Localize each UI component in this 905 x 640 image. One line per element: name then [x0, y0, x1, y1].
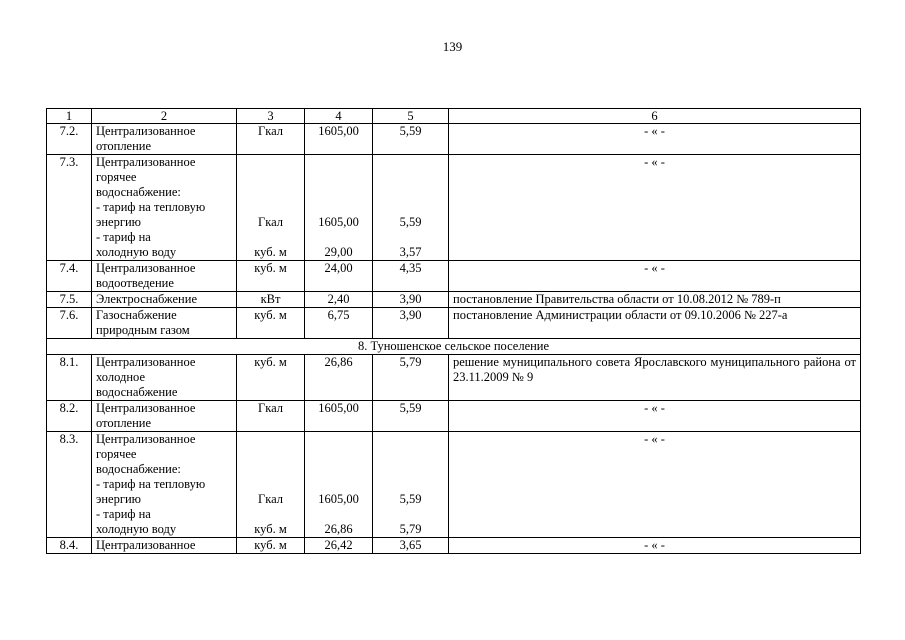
value-col5 [373, 308, 449, 339]
value-col4 [305, 432, 373, 538]
service-name-line: Централизованное [96, 124, 196, 138]
value-col5-line: 5,79 [399, 355, 422, 369]
value-col4-line: 1605,00 [318, 401, 359, 415]
unit-cell-line: куб. м [254, 245, 287, 259]
value-col5-line: 5,59 [399, 492, 422, 506]
value-col4-line: 1605,00 [318, 124, 359, 138]
unit-cell-line [241, 155, 300, 170]
section-title: 8. Туношенское сельское поселение [47, 339, 861, 355]
row-number: 8.2. [47, 401, 92, 432]
unit-cell [237, 538, 305, 554]
service-name-line: водоснабжение: [96, 462, 181, 476]
value-col5-line: 3,90 [399, 292, 422, 306]
service-name [92, 432, 237, 538]
value-col4-line [309, 432, 368, 447]
row-number: 7.4. [47, 261, 92, 292]
value-col4-line: 1605,00 [318, 492, 359, 506]
value-col5-line [377, 155, 444, 170]
unit-cell [237, 292, 305, 308]
value-col5 [373, 155, 449, 261]
row-number: 7.3. [47, 155, 92, 261]
unit-cell-line [241, 170, 300, 185]
unit-cell [237, 261, 305, 292]
unit-cell [237, 155, 305, 261]
unit-cell-line: куб. м [254, 522, 287, 536]
table-row [47, 355, 861, 401]
value-col5 [373, 538, 449, 554]
page-number: 139 [442, 39, 463, 54]
value-col5-line [377, 462, 444, 477]
service-name-line: Централизованное [96, 261, 196, 275]
service-name-line: энергию [96, 215, 142, 229]
value-col5 [373, 432, 449, 538]
value-col5-line: 5,59 [399, 215, 422, 229]
service-name-line: водоотведение [96, 276, 174, 290]
value-col5-line [377, 447, 444, 462]
column-number-row [47, 109, 861, 124]
service-name-line: - тариф на тепловую [96, 200, 206, 214]
value-col5-line [377, 185, 444, 200]
service-name [92, 124, 237, 155]
service-name-line: Газоснабжение [96, 308, 177, 322]
unit-cell-line [241, 507, 300, 522]
legal-basis: постановление Правительства области от 10.08.2012 № 789-п [449, 292, 861, 308]
value-col4-line [309, 477, 368, 492]
value-col4-line [309, 155, 368, 170]
service-name-line: горячее [96, 447, 137, 461]
value-col4 [305, 292, 373, 308]
table-row [47, 155, 861, 261]
value-col4-line: 6,75 [327, 308, 350, 322]
legal-basis: - « - [449, 401, 861, 432]
value-col5-line [377, 200, 444, 215]
value-col5-line [377, 477, 444, 492]
value-col4-line [309, 447, 368, 462]
unit-cell-line [241, 230, 300, 245]
service-name-line: отопление [96, 416, 152, 430]
column-number: 1 [47, 109, 92, 124]
service-name-line: горячее [96, 170, 137, 184]
value-col4-line: 1605,00 [318, 215, 359, 229]
row-number: 7.2. [47, 124, 92, 155]
column-number: 5 [373, 109, 449, 124]
service-name-line: Централизованное [96, 155, 196, 169]
unit-cell-line: Гкал [257, 124, 283, 138]
value-col4 [305, 308, 373, 339]
row-number: 8.1. [47, 355, 92, 401]
unit-cell-line [241, 462, 300, 477]
unit-cell-line: кВт [260, 292, 281, 306]
value-col5-line: 5,59 [399, 124, 422, 138]
table-row [47, 401, 861, 432]
service-name-line: энергию [96, 492, 142, 506]
legal-basis: - « - [449, 124, 861, 155]
value-col4-line: 24,00 [324, 261, 353, 275]
service-name [92, 401, 237, 432]
section-row [47, 339, 861, 355]
value-col4-line: 29,00 [324, 245, 353, 259]
unit-cell-line [241, 185, 300, 200]
service-name-line: Централизованное [96, 355, 196, 369]
service-name [92, 355, 237, 401]
value-col5-line: 3,57 [399, 245, 422, 259]
service-name-line: холодную воду [96, 522, 177, 536]
unit-cell-line [241, 477, 300, 492]
table-row [47, 124, 861, 155]
value-col5-line: 4,35 [399, 261, 422, 275]
value-col5-line [377, 230, 444, 245]
service-name [92, 155, 237, 261]
service-name-line: Централизованное [96, 401, 196, 415]
unit-cell [237, 355, 305, 401]
column-number: 3 [237, 109, 305, 124]
service-name-line: водоснабжение [96, 385, 178, 399]
row-number: 7.5. [47, 292, 92, 308]
legal-basis: решение муниципального совета Ярославского муниципального района от 23.11.2009 № 9 [449, 355, 861, 401]
service-name-line: Централизованное [96, 432, 196, 446]
service-name-line: Централизованное [96, 538, 196, 552]
column-number: 4 [305, 109, 373, 124]
unit-cell-line [241, 447, 300, 462]
service-name-line: - тариф на [96, 507, 151, 521]
unit-cell-line: Гкал [257, 401, 283, 415]
value-col5 [373, 292, 449, 308]
row-number: 8.3. [47, 432, 92, 538]
unit-cell [237, 432, 305, 538]
service-name-line: природным газом [96, 323, 190, 337]
value-col5 [373, 124, 449, 155]
table-row [47, 261, 861, 292]
legal-basis: - « - [449, 261, 861, 292]
table-row [47, 538, 861, 554]
unit-cell-line [241, 200, 300, 215]
table-row [47, 308, 861, 339]
value-col4 [305, 124, 373, 155]
value-col4-line [309, 170, 368, 185]
value-col5-line: 5,59 [399, 401, 422, 415]
tariff-table [46, 108, 861, 554]
service-name [92, 538, 237, 554]
legal-basis: постановление Администрации области от 09.10.2006 № 227-а [449, 308, 861, 339]
value-col4-line [309, 200, 368, 215]
row-number: 7.6. [47, 308, 92, 339]
unit-cell-line: куб. м [254, 355, 287, 369]
unit-cell-line: Гкал [257, 215, 283, 229]
value-col4 [305, 538, 373, 554]
service-name-line: отопление [96, 139, 152, 153]
unit-cell-line: Гкал [257, 492, 283, 506]
value-col4 [305, 261, 373, 292]
value-col4-line [309, 462, 368, 477]
legal-basis: - « - [449, 432, 861, 538]
table-row [47, 432, 861, 538]
value-col4 [305, 355, 373, 401]
value-col5-line [377, 170, 444, 185]
service-name-line: Электроснабжение [96, 292, 197, 306]
service-name-line: водоснабжение: [96, 185, 181, 199]
value-col5-line: 5,79 [399, 522, 422, 536]
unit-cell-line [241, 432, 300, 447]
value-col4-line: 26,42 [324, 538, 353, 552]
value-col4-line: 26,86 [324, 522, 353, 536]
unit-cell [237, 308, 305, 339]
unit-cell-line: куб. м [254, 538, 287, 552]
service-name-line: холодную воду [96, 245, 177, 259]
value-col5 [373, 355, 449, 401]
value-col5-line [377, 432, 444, 447]
service-name [92, 292, 237, 308]
service-name-line: - тариф на [96, 230, 151, 244]
column-number: 2 [92, 109, 237, 124]
value-col4-line: 26,86 [324, 355, 353, 369]
unit-cell-line: куб. м [254, 308, 287, 322]
value-col4 [305, 155, 373, 261]
value-col4-line [309, 230, 368, 245]
value-col5-line [377, 507, 444, 522]
value-col5-line: 3,90 [399, 308, 422, 322]
table-row [47, 292, 861, 308]
row-number: 8.4. [47, 538, 92, 554]
value-col5-line: 3,65 [399, 538, 422, 552]
service-name-line: - тариф на тепловую [96, 477, 206, 491]
column-number: 6 [449, 109, 861, 124]
value-col4 [305, 401, 373, 432]
service-name [92, 308, 237, 339]
value-col4-line [309, 185, 368, 200]
value-col5 [373, 261, 449, 292]
unit-cell [237, 124, 305, 155]
tariff-table-body [47, 109, 861, 554]
value-col4-line: 2,40 [327, 292, 350, 306]
service-name-line: холодное [96, 370, 145, 384]
unit-cell [237, 401, 305, 432]
service-name [92, 261, 237, 292]
value-col4-line [309, 507, 368, 522]
legal-basis: - « - [449, 155, 861, 261]
unit-cell-line: куб. м [254, 261, 287, 275]
value-col5 [373, 401, 449, 432]
legal-basis: - « - [449, 538, 861, 554]
